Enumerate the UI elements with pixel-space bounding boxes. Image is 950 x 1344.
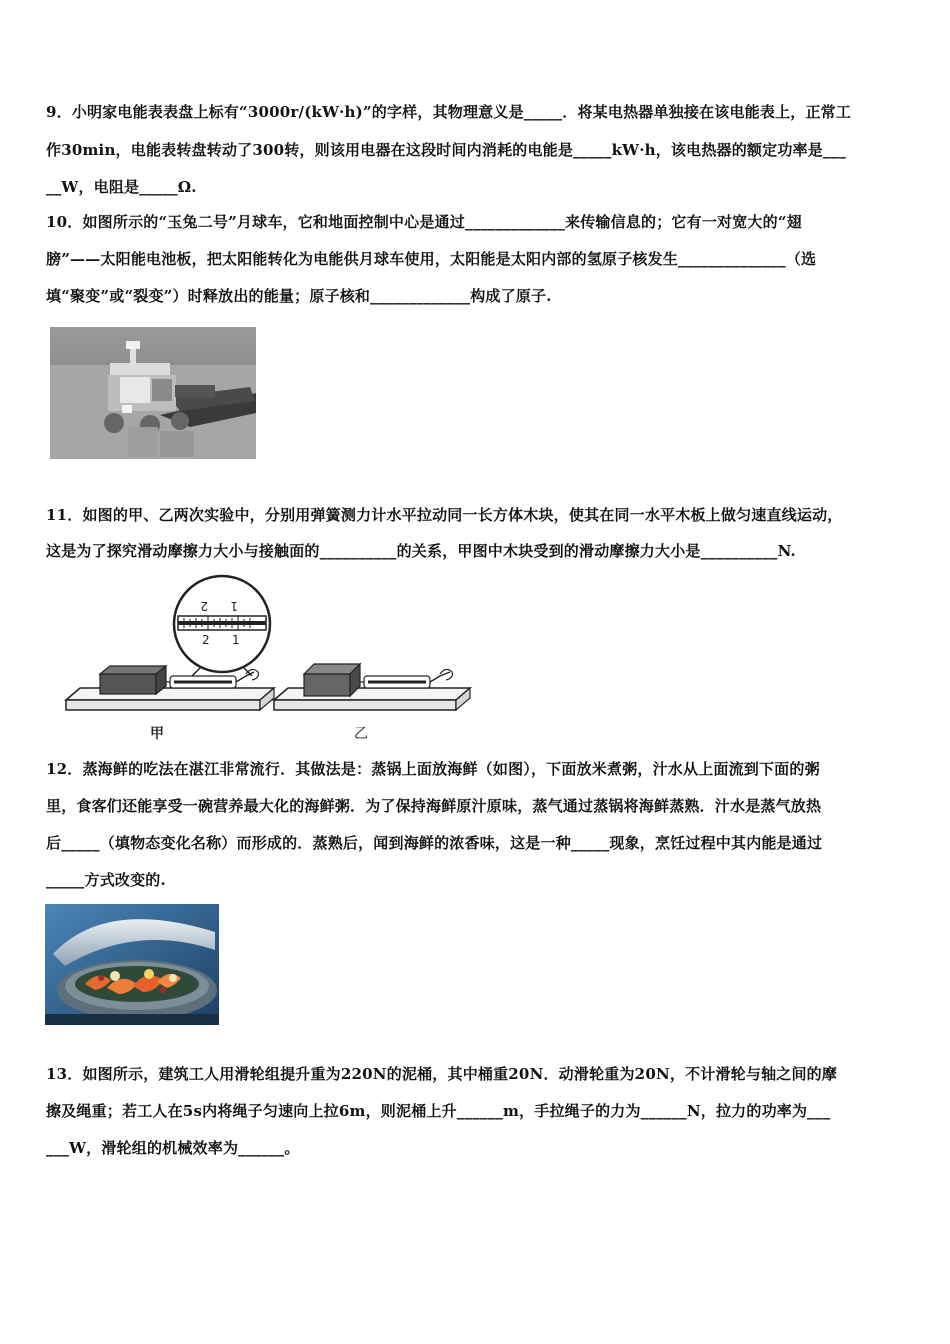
q13-line-1: 13．如图所示，建筑工人用滑轮组提升重为220N的泥桶，其中桶重20N．动滑轮重为20N，不计滑轮与轴之间的摩	[46, 1065, 838, 1083]
q13-line-3: ___W，滑轮组的机械效率为______。	[46, 1139, 300, 1157]
q9-line-3: __W，电阻是_____Ω.	[46, 178, 197, 196]
q11-line-1: 11．如图的甲、乙两次实验中，分别用弹簧测力计水平拉动同一长方体木块，使其在同一水平木板上做匀速直线运动，	[46, 506, 843, 524]
q10-line-3: 填“聚变”或“裂变”）时释放出的能量；原子核和_____________构成了原子.	[46, 287, 552, 305]
scale-bottom-left: 2	[202, 633, 210, 647]
q13-line-2: 擦及绳重；若工人在5s内将绳子匀速向上拉6m，则泥桶上升______m，手拉绳子的力为______N，拉力的功率为___	[46, 1102, 831, 1120]
friction-experiment-figure	[60, 572, 480, 748]
q11-line-2: 这是为了探究滑动摩擦力大小与接触面的__________的关系，甲图中木块受到的滑动摩擦力大小是__________N.	[46, 542, 796, 560]
moon-rover-photo	[50, 327, 256, 459]
figure-label-jia: 甲	[150, 726, 164, 742]
scale-top-left: 2	[200, 599, 208, 613]
q12-line-3: 后_____（填物态变化名称）而形成的．蒸熟后，闻到海鲜的浓香味，这是一种_____现象，烹饪过程中其内能是通过	[46, 834, 823, 852]
q10-line-2: 膀”——太阳能电池板，把太阳能转化为电能供月球车使用，太阳能是太阳内部的氢原子核发生______________（选	[46, 250, 817, 268]
figure-label-yi: 乙	[354, 726, 368, 742]
q9-line-2: 作30min，电能表转盘转动了300转，则该用电器在这段时间内消耗的电能是_____kW·h，该电热器的额定功率是___	[46, 141, 847, 159]
scale-top-right: 1	[230, 599, 238, 613]
q12-line-2: 里，食客们还能享受一碗营养最大化的海鲜粥．为了保持海鲜原汁原味，蒸气通过蒸锅将海鲜蒸熟．汁水是蒸气放热	[46, 797, 822, 815]
q12-line-4: _____方式改变的.	[46, 871, 166, 889]
q10-line-1: 10．如图所示的“玉兔二号”月球车，它和地面控制中心是通过_____________来传输信息的；它有一对宽大的“翅	[46, 213, 802, 231]
seafood-steamer-photo	[45, 904, 219, 1025]
scale-bottom-right: 1	[232, 633, 240, 647]
q9-line-1: 9．小明家电能表表盘上标有“3000r/(kW·h)”的字样，其物理意义是_____．将某电热器单独接在该电能表上，正常工	[46, 103, 852, 121]
q12-line-1: 12．蒸海鲜的吃法在湛江非常流行．其做法是：蒸锅上面放海鲜（如图），下面放米煮粥，汁水从上面流到下面的粥	[46, 760, 820, 778]
